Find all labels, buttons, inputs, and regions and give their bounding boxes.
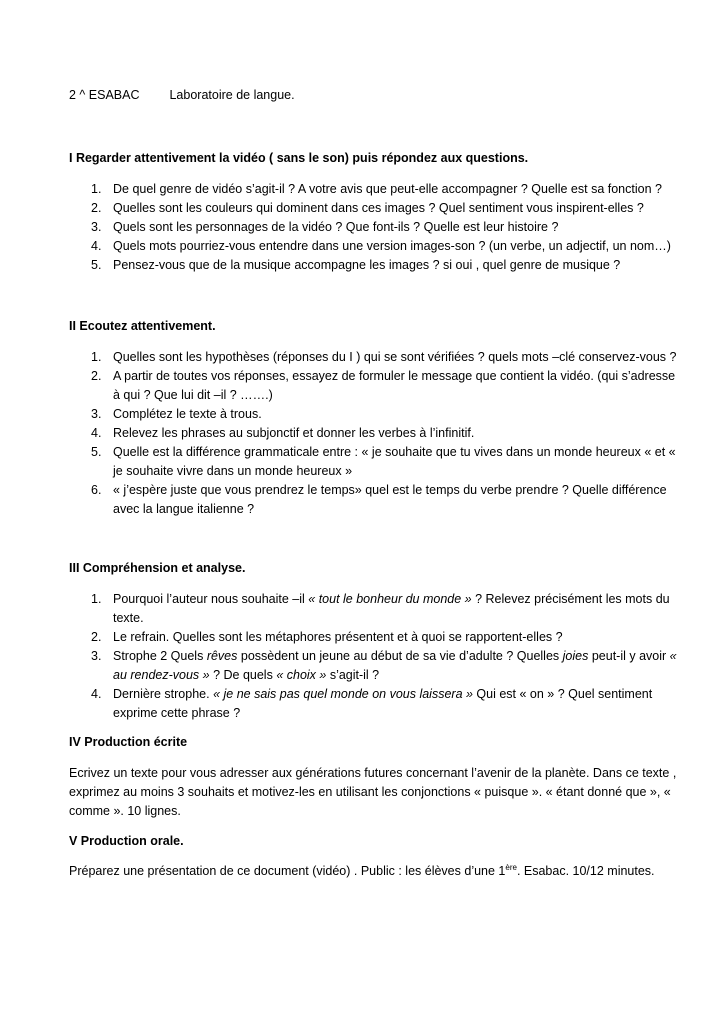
list-item: 3. Complétez le texte à trous.	[91, 407, 262, 421]
document-header	[69, 88, 295, 102]
class-label: 2 ^ ESABAC	[69, 88, 140, 102]
list-item: 4. Dernière strophe. « je ne sais pas quel monde on vous laissera » Qui est « on » ? Quel sentiment exprime cette phrase ?	[91, 687, 653, 720]
section-3-title: III Compréhension et analyse.	[69, 561, 246, 575]
list-item: 1. Pourquoi l’auteur nous souhaite –il « tout le bonheur du monde » ? Relevez précisément les mots du texte.	[91, 592, 670, 625]
header-title: Laboratoire de langue.	[169, 88, 295, 102]
section-2-title: II Ecoutez attentivement.	[69, 319, 216, 333]
list-item: 5. Pensez-vous que de la musique accompagne les images ? si oui , quel genre de musique ?	[91, 258, 621, 272]
list-item: 3. Quels sont les personnages de la vidéo ? Que font-ils ? Quelle est leur histoire ?	[91, 220, 559, 234]
list-item: 6. « j’espère juste que vous prendrez le temps» quel est le temps du verbe prendre ? Quelle différence avec la langue italienne ?	[91, 483, 667, 516]
superscript: ère	[505, 862, 517, 872]
list-item: 2. Quelles sont les couleurs qui dominent dans ces images ? Quel sentiment vous inspirent-elles ?	[91, 201, 644, 215]
section-2-list	[69, 348, 679, 519]
section-5-title: V Production orale.	[69, 834, 184, 848]
section-4-text: Ecrivez un texte pour vous adresser aux générations futures concernant l’avenir de la planète. Dans ce texte , exprimez au moins 3 souhaits et motivez-les en utilisant les conjonctions « puisque ». « étant donné que », « comme ». 10 lignes.	[69, 766, 677, 818]
list-item: 2. Le refrain. Quelles sont les métaphores présentent et à quoi se rapportent-elles ?	[91, 630, 563, 644]
section-5-text: Préparez une présentation de ce document (vidéo) . Public : les élèves d’une 1ère. Esabac. 10/12 minutes.	[69, 862, 655, 878]
list-item: 5. Quelle est la différence grammaticale entre : « je souhaite que tu vives dans un monde heureux « et « je souhaite vivre dans un monde heureux »	[91, 445, 676, 478]
section-1-title: I Regarder attentivement la vidéo ( sans le son) puis répondez aux questions.	[69, 151, 529, 165]
list-item: 4. Relevez les phrases au subjonctif et donner les verbes à l’infinitif.	[91, 426, 475, 440]
list-item: 3. Strophe 2 Quels rêves possèdent un jeune au début de sa vie d’adulte ? Quelles joies peut-il y avoir « au rendez-vous » ? De quels « choix » s’agit-il ?	[91, 649, 677, 682]
list-item: 2. A partir de toutes vos réponses, essayez de formuler le message que contient la vidéo. (qui s’adresse à qui ? Que lui dit –il ? …….)	[91, 369, 676, 402]
section-4-title: IV Production écrite	[69, 735, 188, 749]
list-item: 1. De quel genre de vidéo s’agit-il ? A votre avis que peut-elle accompagner ? Quelle est sa fonction ?	[91, 182, 662, 196]
section-3-list	[69, 590, 679, 723]
list-item: 4. Quels mots pourriez-vous entendre dans une version images-son ? (un verbe, un adjectif, un nom…)	[91, 239, 671, 253]
section-1-list	[69, 180, 679, 275]
list-item: 1. Quelles sont les hypothèses (réponses du I ) qui se sont vérifiées ? quels mots –clé conservez-vous ?	[91, 350, 677, 364]
